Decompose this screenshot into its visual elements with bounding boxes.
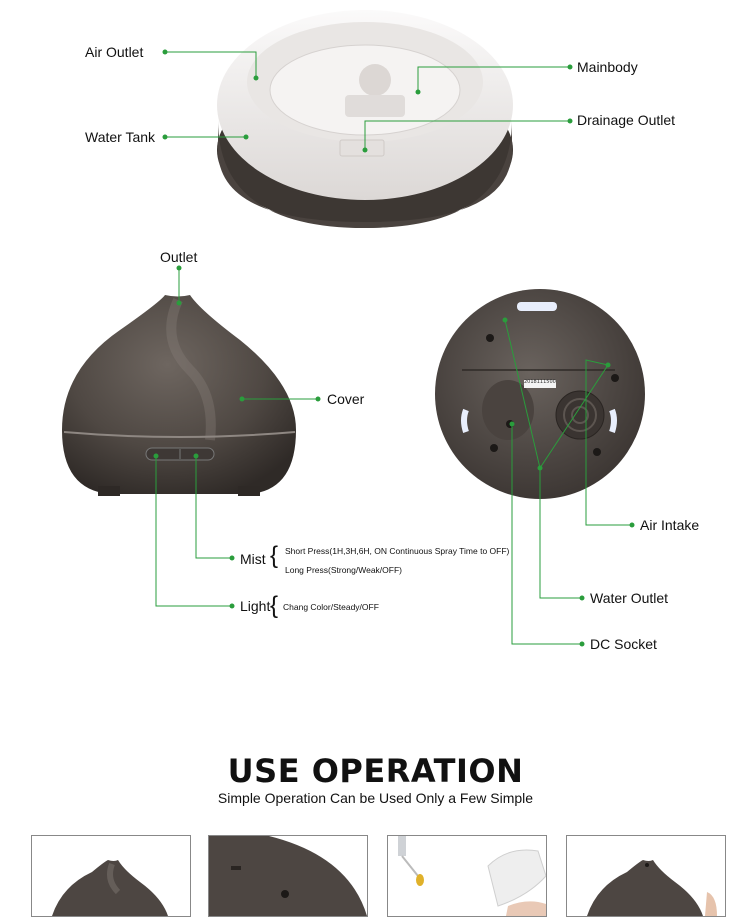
- mist-short-press-text: Short Press(1H,3H,6H, ON Continuous Spray Time to OFF): [285, 546, 510, 556]
- step-thumbnail-4: [566, 835, 726, 917]
- step-3-image: [388, 836, 546, 916]
- top-humidifier-image: [217, 10, 513, 228]
- mist-long-press-text: Long Press(Strong/Weak/OFF): [285, 565, 402, 575]
- light-desc-text: Chang Color/Steady/OFF: [283, 602, 379, 612]
- label-drainage-outlet: Drainage Outlet: [577, 112, 676, 128]
- label-air-outlet: Air Outlet: [85, 44, 144, 60]
- step-1-image: [32, 836, 190, 916]
- label-mist: Mist: [240, 551, 266, 567]
- label-mainbody: Mainbody: [577, 59, 638, 75]
- mist-brace: {: [270, 542, 279, 569]
- label-dc-socket: DC Socket: [590, 636, 657, 652]
- front-humidifier-image: [62, 295, 296, 496]
- step-thumbnail-2: [208, 835, 368, 917]
- label-water-tank: Water Tank: [85, 129, 156, 145]
- step-2-image: [209, 836, 367, 916]
- use-operation-title: USE OPERATION: [227, 752, 524, 790]
- step-4-image: [567, 836, 725, 916]
- step-thumbnail-1: [31, 835, 191, 917]
- light-brace: {: [270, 592, 279, 619]
- label-outlet: Outlet: [160, 249, 198, 265]
- step-thumbnail-3: [387, 835, 547, 917]
- label-air-intake: Air Intake: [640, 517, 700, 533]
- label-light: Light: [240, 598, 271, 614]
- serial-sticker: 2018111500: [524, 379, 556, 385]
- label-water-outlet: Water Outlet: [590, 590, 669, 606]
- use-operation-subtitle: Simple Operation Can be Used Only a Few Simple: [217, 790, 534, 806]
- label-cover: Cover: [327, 391, 365, 407]
